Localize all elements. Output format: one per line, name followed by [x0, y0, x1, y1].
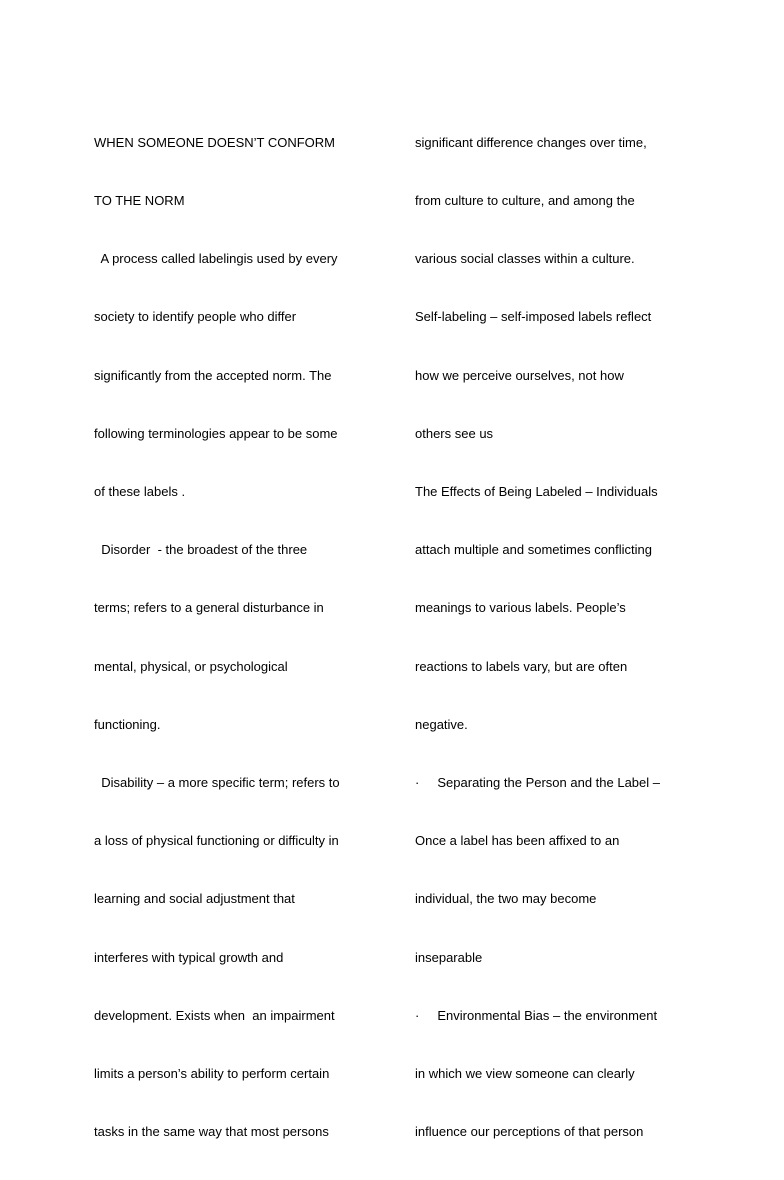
- text-line: Once a label has been affixed to an: [415, 833, 620, 849]
- text-line: limits a person’s ability to perform certain: [94, 1066, 330, 1082]
- text-line: A process called labelingis used by every: [94, 251, 338, 267]
- text-line: Disorder - the broadest of the three: [94, 542, 308, 558]
- text-line: of these labels .: [94, 484, 186, 500]
- text-line: inseparable: [415, 949, 483, 965]
- text-line: negative.: [415, 716, 468, 732]
- text-line: tasks in the same way that most persons: [94, 1124, 329, 1140]
- text-line: · Environmental Bias – the environment: [415, 1007, 658, 1023]
- text-line: from culture to culture, and among the: [415, 193, 635, 209]
- text-line: terms; refers to a general disturbance in: [94, 600, 324, 616]
- text-line: influence our perceptions of that person: [415, 1124, 644, 1140]
- text-line: how we perceive ourselves, not how: [415, 367, 624, 383]
- text-line: mental, physical, or psychological: [94, 658, 288, 674]
- text-line: development. Exists when an impairment: [94, 1007, 335, 1023]
- text-line: Disability – a more specific term; refers to: [94, 775, 340, 791]
- text-line: various social classes within a culture.: [415, 251, 635, 267]
- text-line: WHEN SOMEONE DOESN’T CONFORM: [94, 134, 335, 150]
- text-line: Self-labeling – self-imposed labels reflect: [415, 309, 652, 325]
- text-line: meanings to various labels. People’s: [415, 600, 626, 616]
- text-line: individual, the two may become: [415, 891, 597, 907]
- text-line: · Separating the Person and the Label –: [415, 775, 661, 791]
- text-line: TO THE NORM: [94, 193, 185, 209]
- text-line: attach multiple and sometimes conflicting: [415, 542, 653, 558]
- text-line: significant difference changes over time,: [415, 134, 647, 150]
- text-line: significantly from the accepted norm. The: [94, 367, 332, 383]
- right-text-column: [415, 94, 715, 1180]
- text-line: interferes with typical growth and: [94, 949, 284, 965]
- text-line: others see us: [415, 425, 494, 441]
- text-line: functioning.: [94, 716, 161, 732]
- text-line: reactions to labels vary, but are often: [415, 658, 628, 674]
- text-line: following terminologies appear to be some: [94, 425, 338, 441]
- text-line: learning and social adjustment that: [94, 891, 295, 907]
- text-line: society to identify people who differ: [94, 309, 297, 325]
- text-line: in which we view someone can clearly: [415, 1066, 635, 1082]
- left-text-column: [94, 94, 384, 1180]
- text-line: a loss of physical functioning or difficulty in: [94, 833, 339, 849]
- text-line: The Effects of Being Labeled – Individuals: [415, 484, 658, 500]
